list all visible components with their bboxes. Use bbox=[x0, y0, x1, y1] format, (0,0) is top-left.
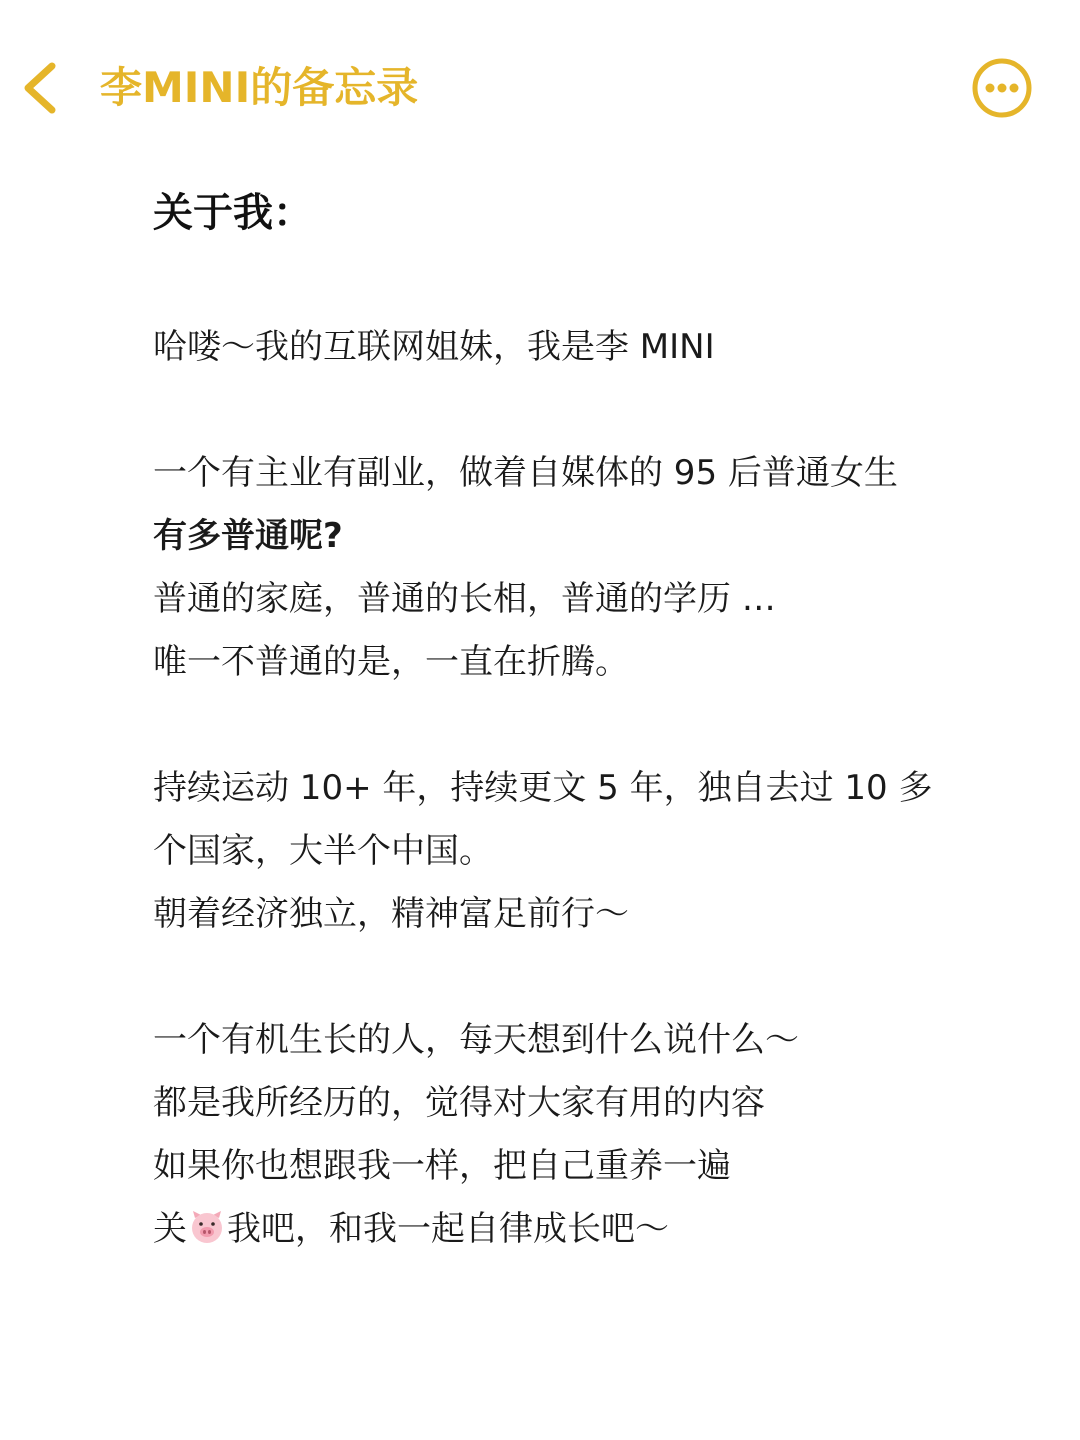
text-line: 一个有主业有副业，做着自媒体的 95 后普通女生 bbox=[153, 453, 898, 493]
text-line: 如果你也想跟我一样，把自己重养一遍 bbox=[153, 1146, 731, 1186]
more-options-button[interactable] bbox=[970, 56, 1034, 120]
text-line: 哈喽～我的互联网姐妹，我是李 MINI bbox=[153, 327, 715, 367]
text-line: 一个有机生长的人，每天想到什么说什么～ bbox=[153, 1020, 799, 1060]
text-fragment: 关 bbox=[153, 1209, 187, 1249]
more-horizontal-circle-icon bbox=[970, 56, 1034, 120]
paragraph-greeting bbox=[153, 316, 1033, 379]
note-title: 李MINI的备忘录 bbox=[100, 63, 419, 112]
note-heading: 关于我： bbox=[153, 190, 313, 236]
back-button[interactable] bbox=[18, 58, 68, 118]
text-line: 都是我所经历的，觉得对大家有用的内容 bbox=[153, 1083, 765, 1123]
top-bar bbox=[0, 0, 1080, 180]
chevron-left-icon bbox=[18, 58, 68, 118]
text-line-with-emoji bbox=[153, 1198, 1033, 1261]
text-line-bold: 有多普通呢? bbox=[153, 516, 343, 556]
text-line: 朝着经济独立，精神富足前行～ bbox=[153, 894, 629, 934]
text-line: 唯一不普通的是，一直在折腾。 bbox=[153, 642, 629, 682]
text-fragment: 我吧，和我一起自律成长吧～ bbox=[227, 1209, 669, 1249]
text-line: 持续运动 10+ 年，持续更文 5 年，独自去过 10 多 bbox=[153, 768, 933, 808]
paragraph-achievements bbox=[153, 757, 1033, 946]
text-line: 普通的家庭，普通的长相，普通的学历 … bbox=[153, 579, 776, 619]
text-line: 个国家，大半个中国。 bbox=[153, 831, 493, 871]
note-body[interactable] bbox=[153, 180, 1033, 1261]
paragraph-intro bbox=[153, 442, 1033, 694]
paragraph-closing bbox=[153, 1009, 1033, 1261]
pig-face-icon bbox=[189, 1203, 225, 1239]
